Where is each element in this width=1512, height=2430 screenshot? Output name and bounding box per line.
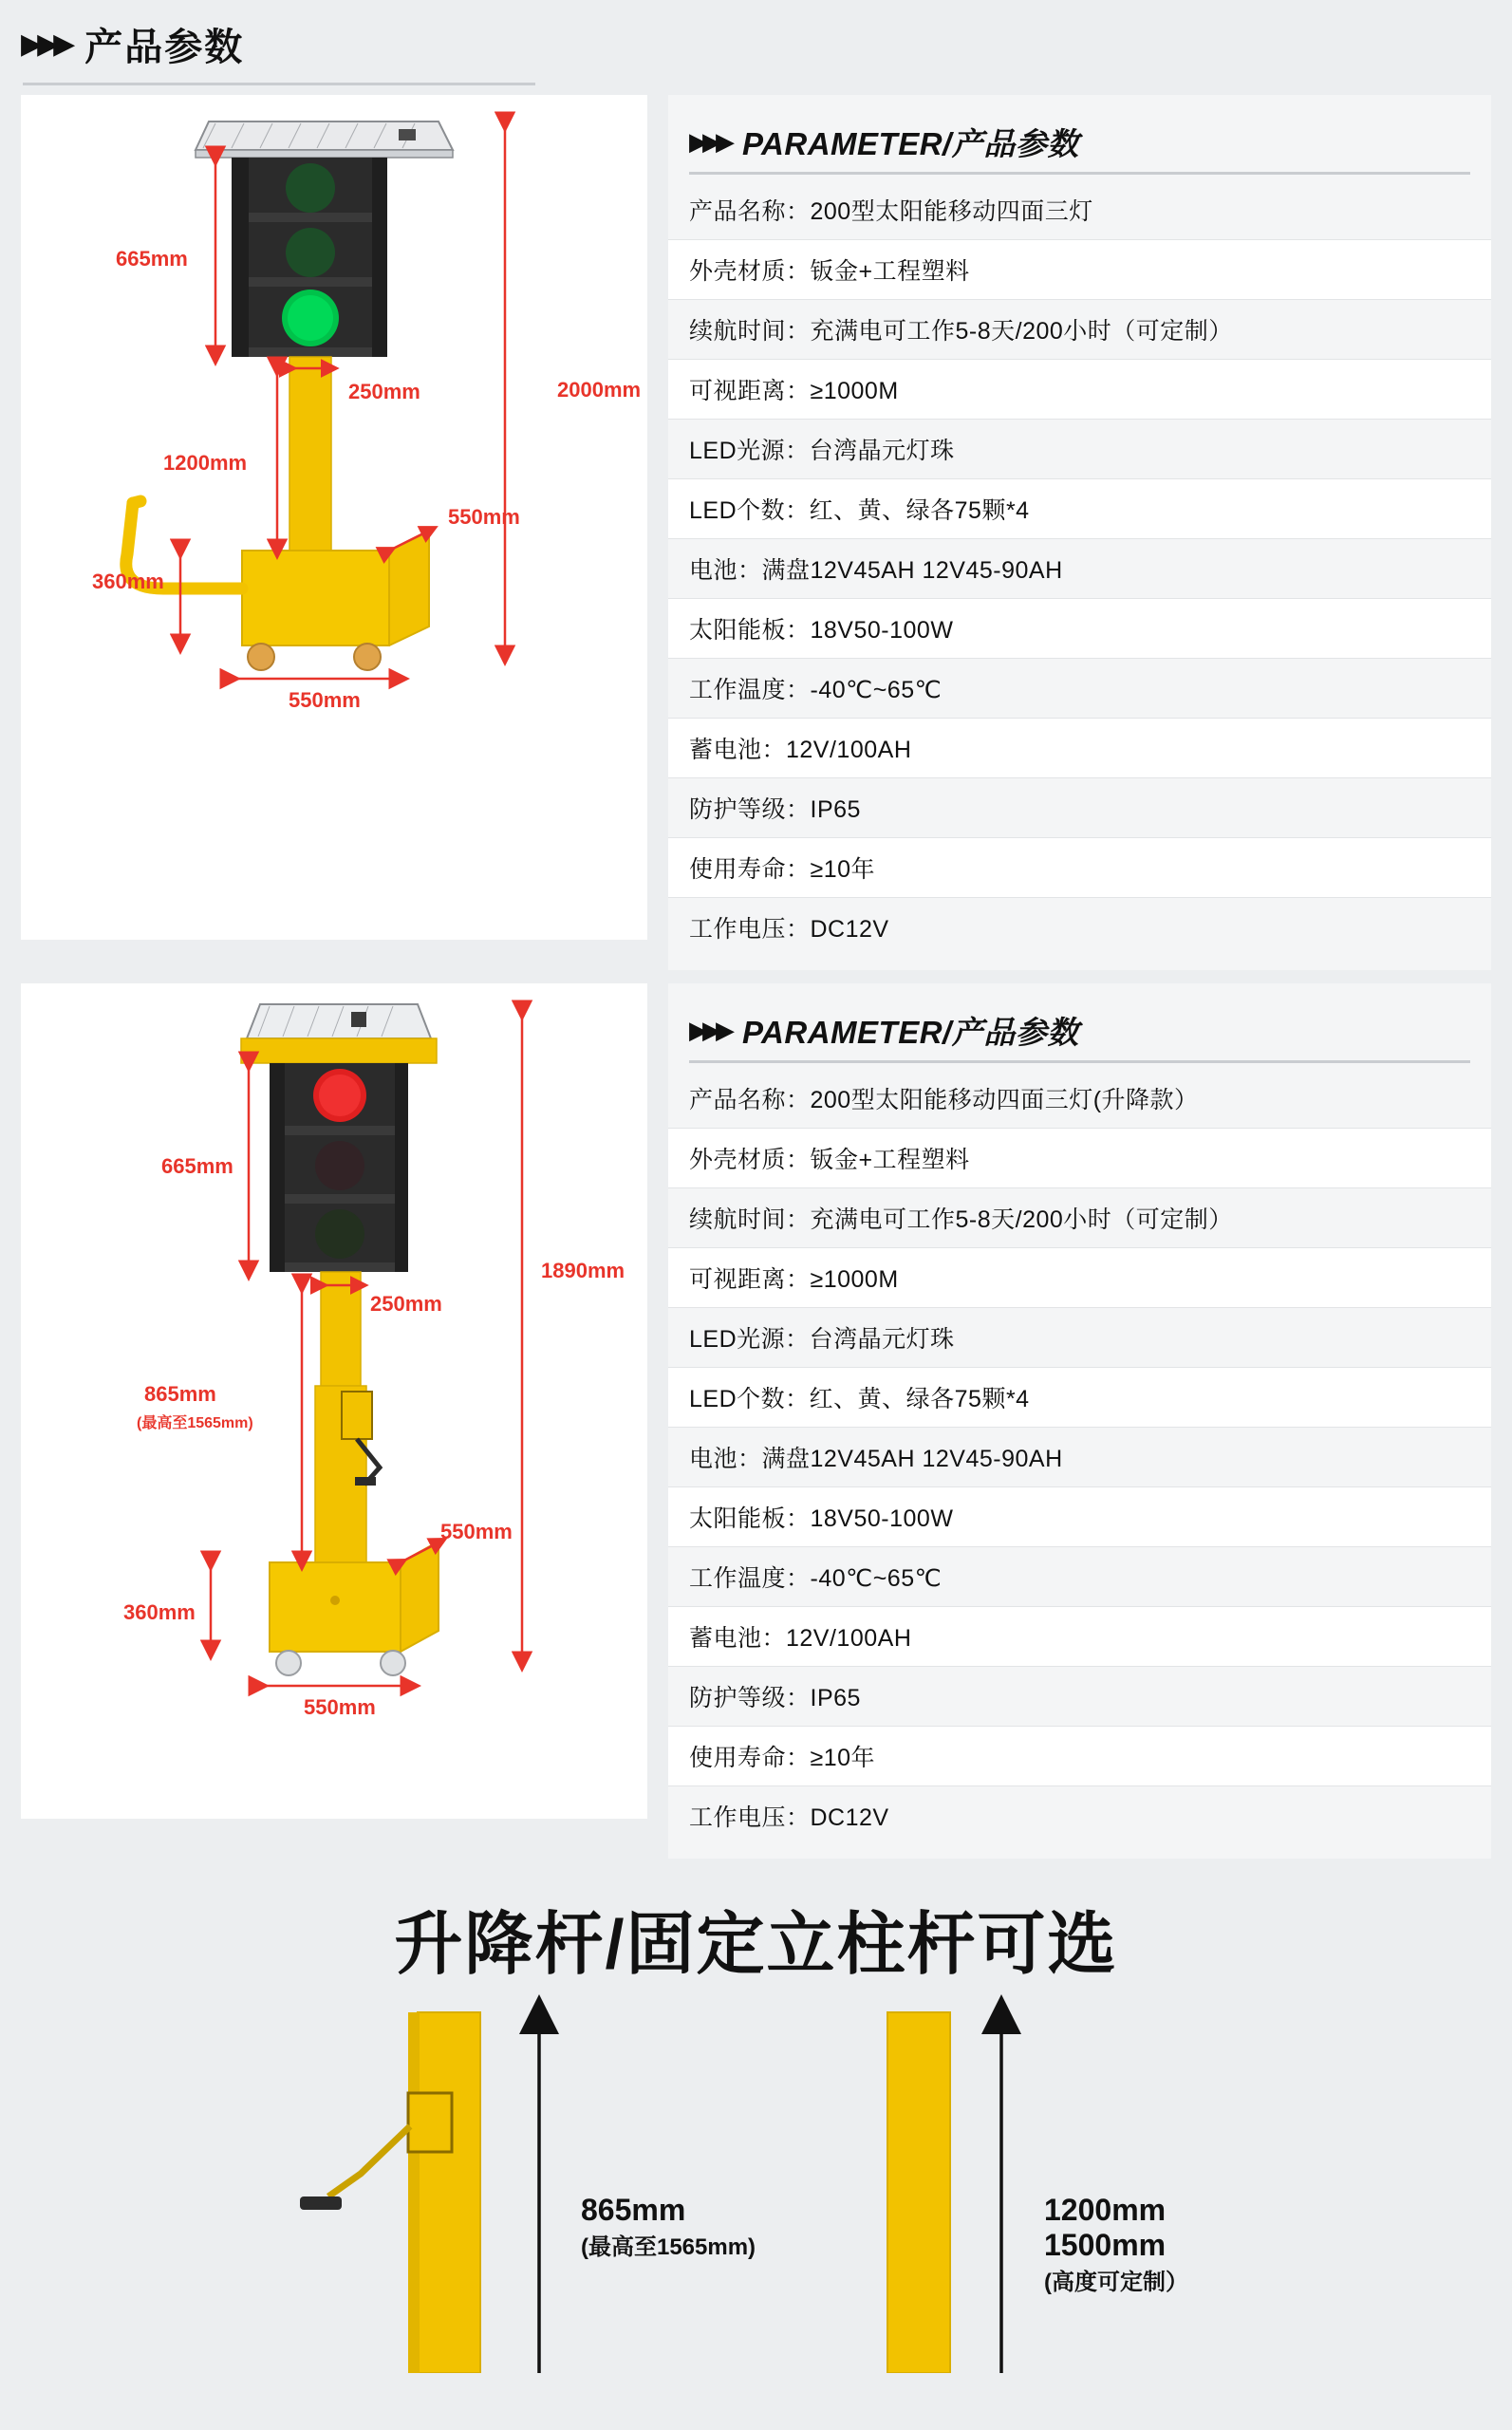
page-header: [0, 0, 1512, 83]
parameter-card-liftable: [668, 983, 1491, 1859]
parameter-item: LED个数：红、黄、绿各75颗*4: [668, 479, 1491, 539]
dimension-label: 865mm: [144, 1382, 216, 1406]
arrow-marker-icon: ▶▶▶: [689, 127, 729, 157]
parameter-item: 工作温度：-40℃~65℃: [668, 1547, 1491, 1607]
dimension-label: 250mm: [370, 1292, 442, 1316]
pole-label-liftable: [581, 2193, 756, 2261]
parameter-item: 使用寿命：≥10年: [668, 1727, 1491, 1786]
pole-option-illustration: [0, 1993, 1512, 2373]
diagram-svg-standard: [21, 95, 647, 940]
pole-diagram-svg: [0, 1993, 1512, 2373]
parameter-item: 外壳材质：钣金+工程塑料: [668, 240, 1491, 300]
parameter-item: 防护等级：IP65: [668, 1667, 1491, 1727]
header-divider: [23, 83, 535, 85]
product-section-liftable: [0, 983, 1512, 1859]
dimension-label: 550mm: [289, 688, 361, 712]
parameter-card-title: PARAMETER/产品参数: [742, 1015, 1079, 1050]
parameter-card-header: [668, 95, 1491, 172]
parameter-list-liftable: [668, 1069, 1491, 1845]
parameter-item: 工作电压：DC12V: [689, 1804, 889, 1831]
parameter-item: 蓄电池：12V/100AH: [668, 719, 1491, 778]
parameter-item: LED个数：红、黄、绿各75颗*4: [668, 1368, 1491, 1428]
pole-label-main: 1200mm: [1044, 2193, 1167, 2227]
parameter-card-divider: [689, 172, 1470, 175]
product-diagram-liftable: [21, 983, 647, 1819]
parameter-item: 外壳材质：钣金+工程塑料: [668, 1129, 1491, 1188]
parameter-item: 电池：满盘12V45AH 12V45-90AH: [668, 539, 1491, 599]
dimension-label: 550mm: [448, 505, 520, 529]
promo-banner: [0, 1872, 1512, 1993]
dimension-label: 550mm: [440, 1520, 513, 1543]
parameter-item: 工作温度：-40℃~65℃: [668, 659, 1491, 719]
parameter-item: 太阳能板：18V50-100W: [668, 1487, 1491, 1547]
page-title: 产品参数: [84, 27, 245, 68]
pole-label-fixed: [1044, 2193, 1188, 2296]
pole-label-secondary: 1500mm: [1044, 2228, 1167, 2262]
parameter-item: 续航时间：充满电可工作5-8天/200小时（可定制）: [668, 1188, 1491, 1248]
parameter-item: 蓄电池：12V/100AH: [668, 1607, 1491, 1667]
dimension-label: 1890mm: [541, 1259, 625, 1282]
parameter-card-title: PARAMETER/产品参数: [742, 126, 1079, 161]
product-diagram-standard: [21, 95, 647, 940]
arrow-marker-icon: ▶▶▶: [21, 27, 70, 61]
parameter-item: 电池：满盘12V45AH 12V45-90AH: [668, 1428, 1491, 1487]
diagram-svg-liftable: [21, 983, 647, 1819]
arrow-marker-icon: ▶▶▶: [689, 1016, 729, 1045]
parameter-item: 可视距离：≥1000M: [668, 360, 1491, 420]
product-section-standard: [0, 95, 1512, 970]
dimension-label: 360mm: [92, 570, 164, 593]
parameter-item: 续航时间：充满电可工作5-8天/200小时（可定制）: [668, 300, 1491, 360]
dimension-label: 665mm: [116, 247, 188, 271]
dimension-label: 1200mm: [163, 451, 248, 475]
parameter-item: 产品名称：200型太阳能移动四面三灯(升降款）: [668, 1069, 1491, 1129]
dimension-label: 550mm: [304, 1695, 376, 1719]
parameter-item: 使用寿命：≥10年: [668, 838, 1491, 898]
parameter-list-standard: [668, 180, 1491, 957]
parameter-item: 工作电压：DC12V: [689, 916, 889, 943]
pole-label-sub: (最高至1565mm): [581, 2234, 756, 2260]
parameter-item: LED光源：台湾晶元灯珠: [668, 1308, 1491, 1368]
dimension-sublabel: (最高至1565mm): [137, 1415, 253, 1431]
dimension-label: 360mm: [123, 1600, 196, 1624]
dimension-label: 665mm: [161, 1154, 233, 1178]
parameter-item: 太阳能板：18V50-100W: [668, 599, 1491, 659]
parameter-item: 产品名称：200型太阳能移动四面三灯: [668, 180, 1491, 240]
parameter-item: 防护等级：IP65: [668, 778, 1491, 838]
parameter-item: 可视距离：≥1000M: [668, 1248, 1491, 1308]
dimension-label: 250mm: [348, 380, 420, 403]
parameter-card-divider: [689, 1060, 1470, 1063]
parameter-item: LED光源：台湾晶元灯珠: [668, 420, 1491, 479]
pole-label-sub: (高度可定制）: [1044, 2270, 1188, 2295]
parameter-card-standard: [668, 95, 1491, 970]
parameter-card-header: [668, 983, 1491, 1060]
promo-title: 升降杆/固定立柱杆可选: [394, 1907, 1118, 1983]
pole-label-main: 865mm: [581, 2193, 686, 2227]
dimension-label: 2000mm: [557, 378, 642, 402]
